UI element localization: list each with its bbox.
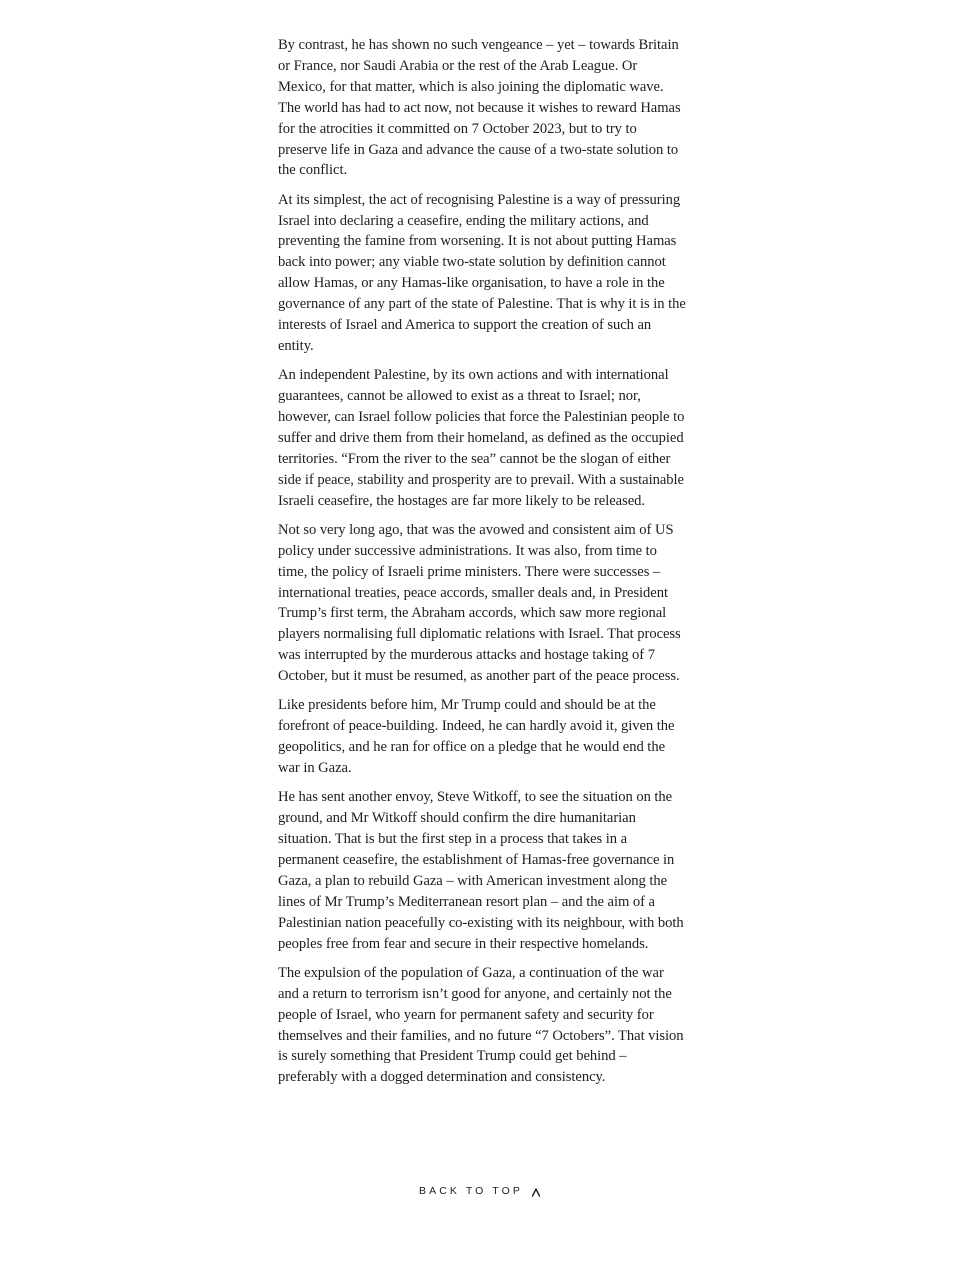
article-paragraph: At its simplest, the act of recognising Palestine is a way of pressuring Israel into declaring a ceasefire, ending the military actions, and preventing the famine from worsening. It is not about putting Hamas back into power; any viable two-state solution by definition cannot allow Hamas, or any Hamas-like organisation, to have a role in the governance of any part of the state of Palestine. That is why it is in the interests of Israel and America to support the creation of such an entity. [278, 191, 686, 354]
article-paragraph: Like presidents before him, Mr Trump could and should be at the forefront of peace-building. Indeed, he can hardly avoid it, given the geopolitics, and he ran for office on a pledge that he would end the war in Gaza. [278, 697, 675, 777]
caret-up-icon [531, 1187, 541, 1197]
article-paragraph: The expulsion of the population of Gaza, a continuation of the war and a return to terrorism isn’t good for anyone, and certainly not the people of Israel, who yearn for permanent safety and security for themselves and their families, and no future “7 Octobers”. That vision is surely something that President Trump could get behind – preferably with a dogged determination and consistency. [278, 964, 684, 1086]
article-body [278, 35, 688, 1097]
article-paragraph: An independent Palestine, by its own actions and with international guarantees, cannot be allowed to exist as a threat to Israel; nor, however, can Israel follow policies that force the Palestinian people to suffer and drive them from their homeland, as defined as the occupied territories. “From the river to the sea” cannot be the slogan of either side if peace, stability and prosperity are to prevail. With a sustainable Israeli ceasefire, the hostages are far more likely to be released. [278, 367, 685, 509]
back-to-top-label: BACK TO TOP [419, 1185, 523, 1198]
article-paragraph: By contrast, he has shown no such vengeance – yet – towards Britain or France, nor Saudi Arabia or the rest of the Arab League. Or Mexico, for that matter, which is also joining the diplomatic wave. The world has had to act now, not because it wishes to reward Hamas for the atrocities it committed on 7 October 2023, but to try to preserve life in Gaza and advance the cause of a two-state solution to the conflict. [278, 37, 681, 179]
article-paragraph: Not so very long ago, that was the avowed and consistent aim of US policy under successive administrations. It was also, from time to time, the policy of Israeli prime ministers. There were successes – international treaties, peace accords, smaller deals and, in President Trump’s first term, the Abraham accords, which saw more regional players normalising full diplomatic relations with Israel. That process was interrupted by the murderous attacks and hostage taking of 7 October, but it must be resumed, as another part of the peace process. [278, 521, 681, 685]
back-to-top-link[interactable] [0, 1185, 960, 1197]
article-paragraph: He has sent another envoy, Steve Witkoff, to see the situation on the ground, and Mr Witkoff should confirm the dire humanitarian situation. That is but the first step in a process that takes in a permanent ceasefire, the establishment of Hamas-free governance in Gaza, a plan to rebuild Gaza – with American investment along the lines of Mr Trump’s Mediterranean resort plan – and the aim of a Palestinian nation peacefully co-existing with its neighbour, with both peoples free from fear and secure in their respective homelands. [278, 789, 684, 952]
